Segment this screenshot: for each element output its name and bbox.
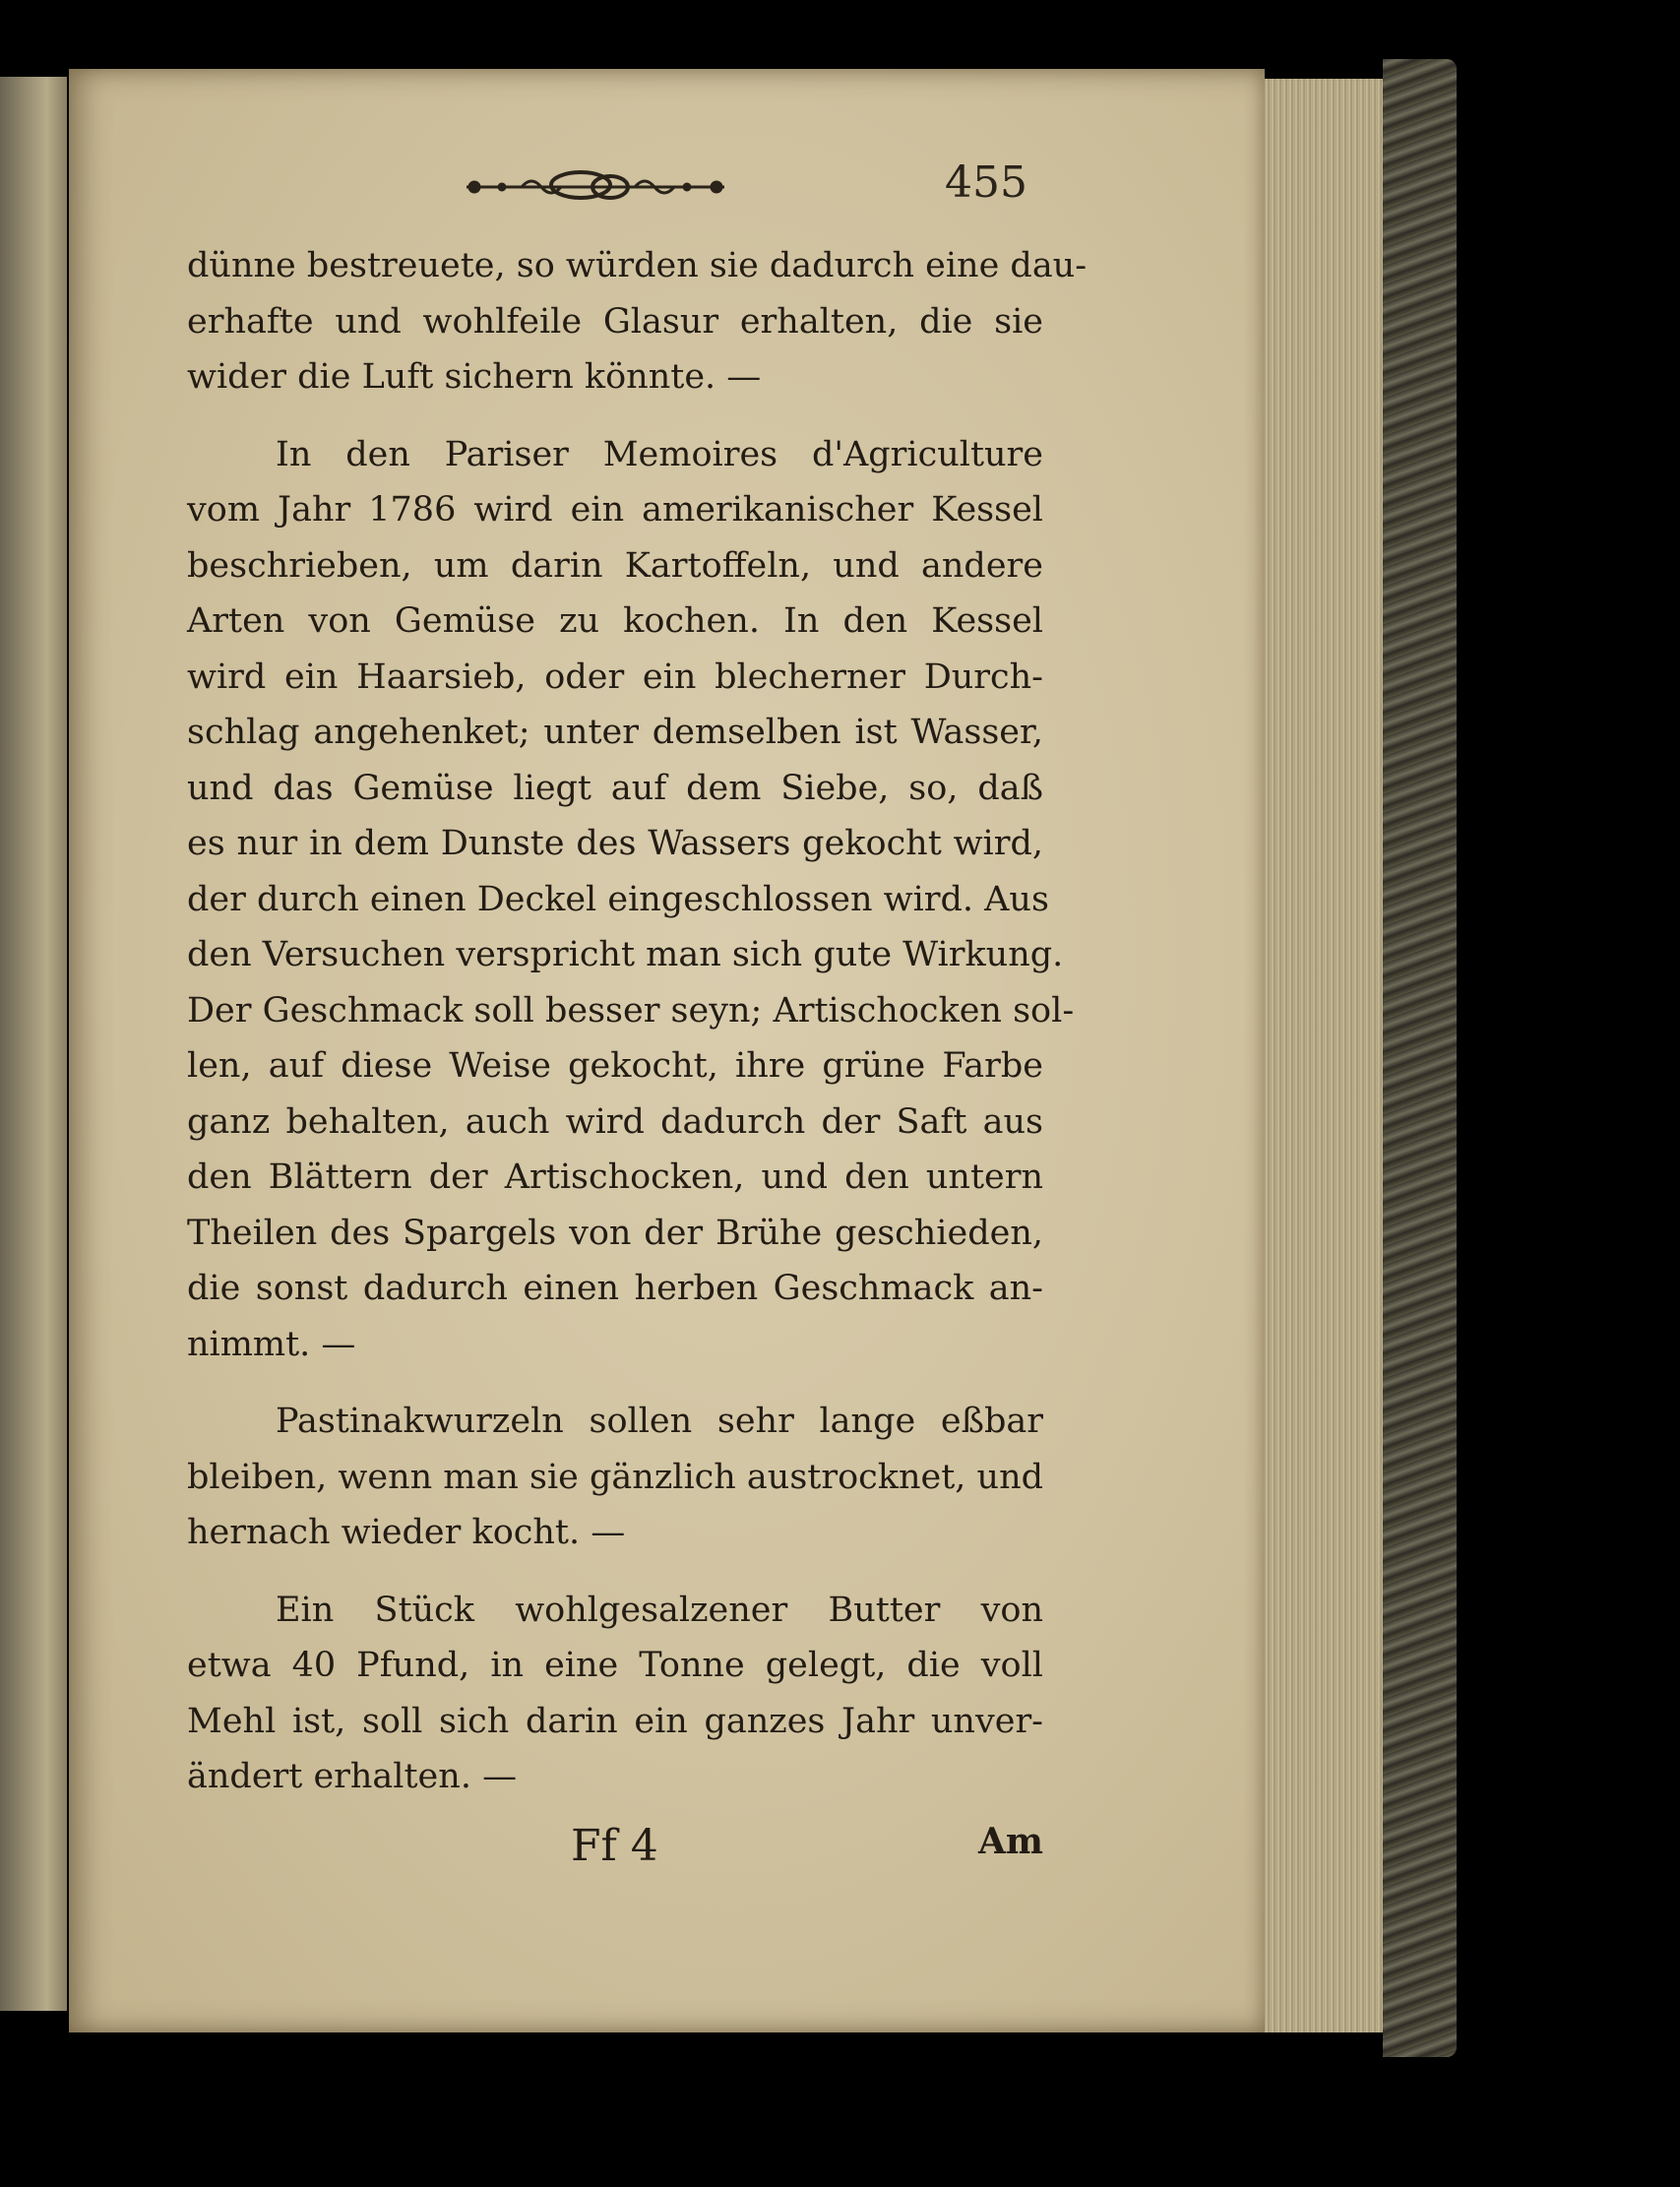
text-line: der durch einen Deckel eingeschlossen wird. Aus: [187, 879, 1049, 919]
text-line: ändert erhalten. —: [187, 1757, 518, 1796]
text-line: Mehl ist, soll sich darin ein ganzes Jahr unver-: [187, 1701, 1043, 1741]
text-line: wider die Luft sichern könnte. —: [187, 357, 762, 397]
text-line: ganz behalten, auch wird dadurch der Saft aus: [187, 1101, 1043, 1142]
text-line: hernach wieder kocht. —: [187, 1513, 626, 1552]
text-line: In den Pariser Memoires d'Agriculture: [276, 434, 1043, 474]
page-footer: [187, 1821, 1043, 1880]
text-line: den Versuchen verspricht man sich gute Wirkung.: [187, 935, 1064, 974]
text-line: beschrieben, um darin Kartoffeln, und andere: [187, 545, 1043, 586]
text-line: len, auf diese Weise gekocht, ihre grüne Farbe: [187, 1046, 1043, 1086]
signature-mark: Ff 4: [571, 1821, 658, 1871]
text-line: Theilen des Spargels von der Brühe geschieden,: [187, 1213, 1043, 1253]
text-line: es nur in dem Dunste des Wassers gekocht wird,: [187, 824, 1043, 863]
text-line: Ein Stück wohlgesalzener Butter von: [276, 1590, 1043, 1630]
text-line: und das Gemüse liegt auf dem Siebe, so, daß: [187, 768, 1043, 808]
text-line: erhafte und wohlfeile Glasur erhalten, die sie: [187, 301, 1043, 342]
text-line: Pastinakwurzeln sollen sehr lange eßbar: [276, 1402, 1043, 1441]
page-number: 455: [945, 157, 1027, 208]
catchword: Am: [977, 1821, 1043, 1862]
body-text: [187, 238, 1088, 1805]
text-line: schlag angehenket; unter demselben ist Wasser,: [187, 713, 1043, 752]
text-line: dünne bestreuete, so würden sie dadurch eine dau-: [187, 246, 1088, 285]
text-line: bleiben, wenn man sie gänzlich austrocknet, und: [187, 1457, 1044, 1497]
text-line: Arten von Gemüse zu kochen. In den Kessel: [187, 601, 1043, 641]
text-line: wird ein Haarsieb, oder ein blecherner Durch-: [187, 656, 1043, 697]
text-line: etwa 40 Pfund, in eine Tonne gelegt, die voll: [187, 1646, 1043, 1685]
text-line: Der Geschmack soll besser seyn; Artischocken sol-: [187, 990, 1075, 1031]
facing-page-edge: [0, 77, 67, 2011]
page-block-edges: [1265, 79, 1383, 2032]
header-ornament: [463, 167, 728, 207]
text-line: nimmt. —: [187, 1324, 356, 1364]
text-line: vom Jahr 1786 wird ein amerikanischer Kessel: [187, 490, 1043, 530]
text-line: die sonst dadurch einen herben Geschmack an-: [187, 1269, 1043, 1308]
text-line: den Blättern der Artischocken, und den untern: [187, 1157, 1043, 1197]
marbled-cover: [1383, 59, 1457, 2057]
